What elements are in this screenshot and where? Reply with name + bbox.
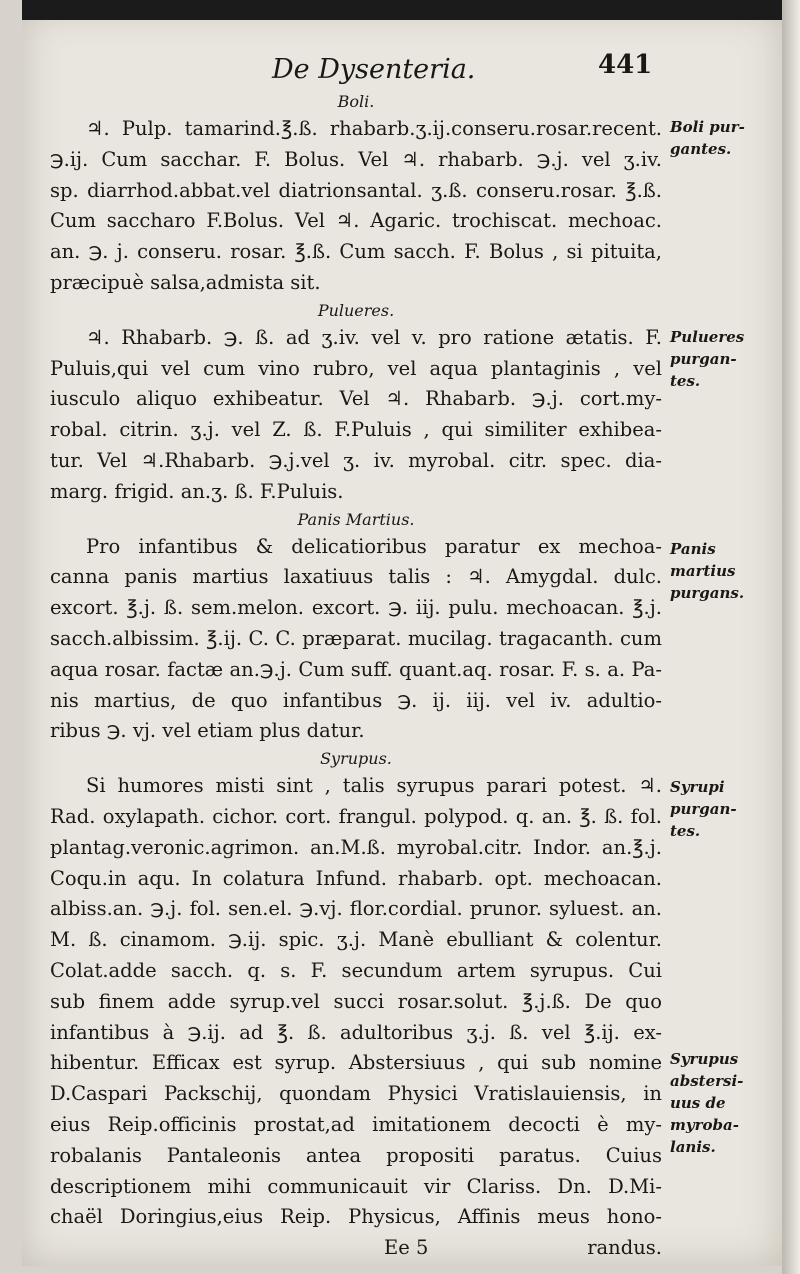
text-line: robal. citrin. ʒ.j. vel Z. ß. F.Puluis , qui similiter exhibea- [50,418,662,442]
margin-note-line: uus de [670,1094,726,1112]
margin-note-line: Boli pur- [670,118,745,136]
text-line: sacch.albissim. ℥.ij. C. C. præparat. mucilag. tragacanth. cum [50,626,662,650]
text-line: præcipuè salsa,admista sit. [50,270,321,294]
text-line: nis martius, de quo infantibus ℈. ij. iij. vel iv. adultio- [50,688,662,712]
page-footer [50,1233,662,1263]
text-line: Colat.adde sacch. q. s. F. secundum artem syrupus. Cui [50,958,662,982]
scan-page-edge [782,0,800,1274]
margin-note-line: lanis. [670,1138,716,1156]
text-line: sub finem adde syrup.vel succi rosar.solut. ℥.j.ß. De quo [50,989,662,1013]
text-line: Puluis,qui vel cum vino rubro, vel aqua plantaginis , vel [50,356,662,380]
text-line: chaël Doringius,eius Reip. Physicus, Affinis meus hono- [50,1205,662,1229]
running-title: De Dysenteria. [272,54,476,85]
section-heading: Pulueres. [317,300,395,320]
margin-note [670,326,778,392]
margin-note [670,538,778,604]
main-text [50,90,662,1263]
margin-note-line: Syrupus [670,1050,739,1068]
text-line: Rad. oxylapath. cichor. cort. frangul. polypod. q. an. ℥. ß. fol. [50,804,662,828]
text-line: tur. Vel ♃.Rhabarb. ℈.j.vel ʒ. iv. myrobal. citr. spec. dia- [50,448,662,472]
text-line: aqua rosar. factæ an.℈.j. Cum suff. quant.aq. rosar. F. s. a. Pa- [50,657,662,681]
text-line: M. ß. cinamom. ℈.ij. spic. ʒ.j. Manè ebulliant & colentur. [50,928,662,952]
margin-note-line: tes. [670,822,701,840]
text-line: excort. ℥.j. ß. sem.melon. excort. ℈. iij. pulu. mechoacan. ℥.j. [50,596,662,620]
text-line: ♃. Rhabarb. ℈. ß. ad ʒ.iv. vel v. pro ratione ætatis. F. [86,325,662,349]
margin-note-line: Pulueres [670,328,745,346]
margin-note-line: gantes. [670,140,732,158]
text-line: Coqu.in aqu. In colatura Infund. rhabarb. opt. mechoacan. [50,866,662,890]
margin-note [670,776,778,842]
text-line: ribus ℈. vj. vel etiam plus datur. [50,719,365,743]
margin-note-line: martius [670,562,736,580]
text-line: Si humores misti sint , talis syrupus parari potest. ♃. [86,774,662,798]
scan-top-border [22,0,800,20]
page-header [22,48,782,88]
catchword: randus. [587,1236,662,1260]
margin-note [670,1048,778,1158]
section-heading: Syrupus. [320,749,392,769]
text-line: Pro infantibus & delicatioribus paratur ex mechoa- [86,534,662,558]
margin-note-line: Syrupi [670,778,725,796]
page-number: 441 [598,50,653,80]
text-line: infantibus à ℈.ij. ad ℥. ß. adultoribus ʒ.j. ß. vel ℥.ij. ex- [50,1020,662,1044]
margin-note-line: purgan- [670,800,737,818]
margin-note-line: Panis [670,540,716,558]
book-page [22,8,782,1266]
margin-note-line: myroba- [670,1116,739,1134]
margin-note-line: abstersi- [670,1072,744,1090]
text-line: an. ℈. j. conseru. rosar. ℥.ß. Cum sacch. F. Bolus , si pituita, [50,240,662,264]
text-line: albiss.an. ℈.j. fol. sen.el. ℈.vj. flor.cordial. prunor. syluest. an. [50,897,662,921]
text-line: sp. diarrhod.abbat.vel diatrionsantal. ʒ.ß. conseru.rosar. ℥.ß. [50,178,662,202]
text-line: descriptionem mihi communicauit vir Clariss. Dn. D.Mi- [50,1174,662,1198]
text-line: D.Caspari Packschij, quondam Physici Vratislauiensis, in [50,1082,662,1106]
margin-note-line: tes. [670,372,701,390]
text-line: iusculo aliquo exhibeatur. Vel ♃. Rhabarb. ℈.j. cort.my- [50,387,662,411]
margin-note-line: purgans. [670,584,745,602]
text-line: robalanis Pantaleonis antea propositi paratus. Cuius [50,1143,662,1167]
text-line: canna panis martius laxatiuus talis : ♃. Amygdal. dulc. [50,565,662,589]
signature-mark: Ee 5 [384,1236,429,1260]
margin-note [670,116,778,160]
section-heading: Panis Martius. [297,509,415,529]
text-line: eius Reip.officinis prostat,ad imitationem decocti è my- [50,1112,662,1136]
section-heading: Boli. [337,92,375,111]
text-line: plantag.veronic.agrimon. an.M.ß. myrobal.citr. Indor. an.℥.j. [50,835,662,859]
text-line: hibentur. Efficax est syrup. Abstersiuus , qui sub nomine [50,1051,662,1075]
text-line: ♃. Pulp. tamarind.℥.ß. rhabarb.ʒ.ij.conseru.rosar.recent. [86,117,662,140]
margin-note-line: purgan- [670,350,737,368]
text-line: Cum saccharo F.Bolus. Vel ♃. Agaric. trochiscat. mechoac. [50,209,662,233]
text-line: marg. frigid. an.ʒ. ß. F.Puluis. [50,479,344,503]
text-line: ℈.ij. Cum sacchar. F. Bolus. Vel ♃. rhabarb. ℈.j. vel ʒ.iv. [50,147,662,171]
